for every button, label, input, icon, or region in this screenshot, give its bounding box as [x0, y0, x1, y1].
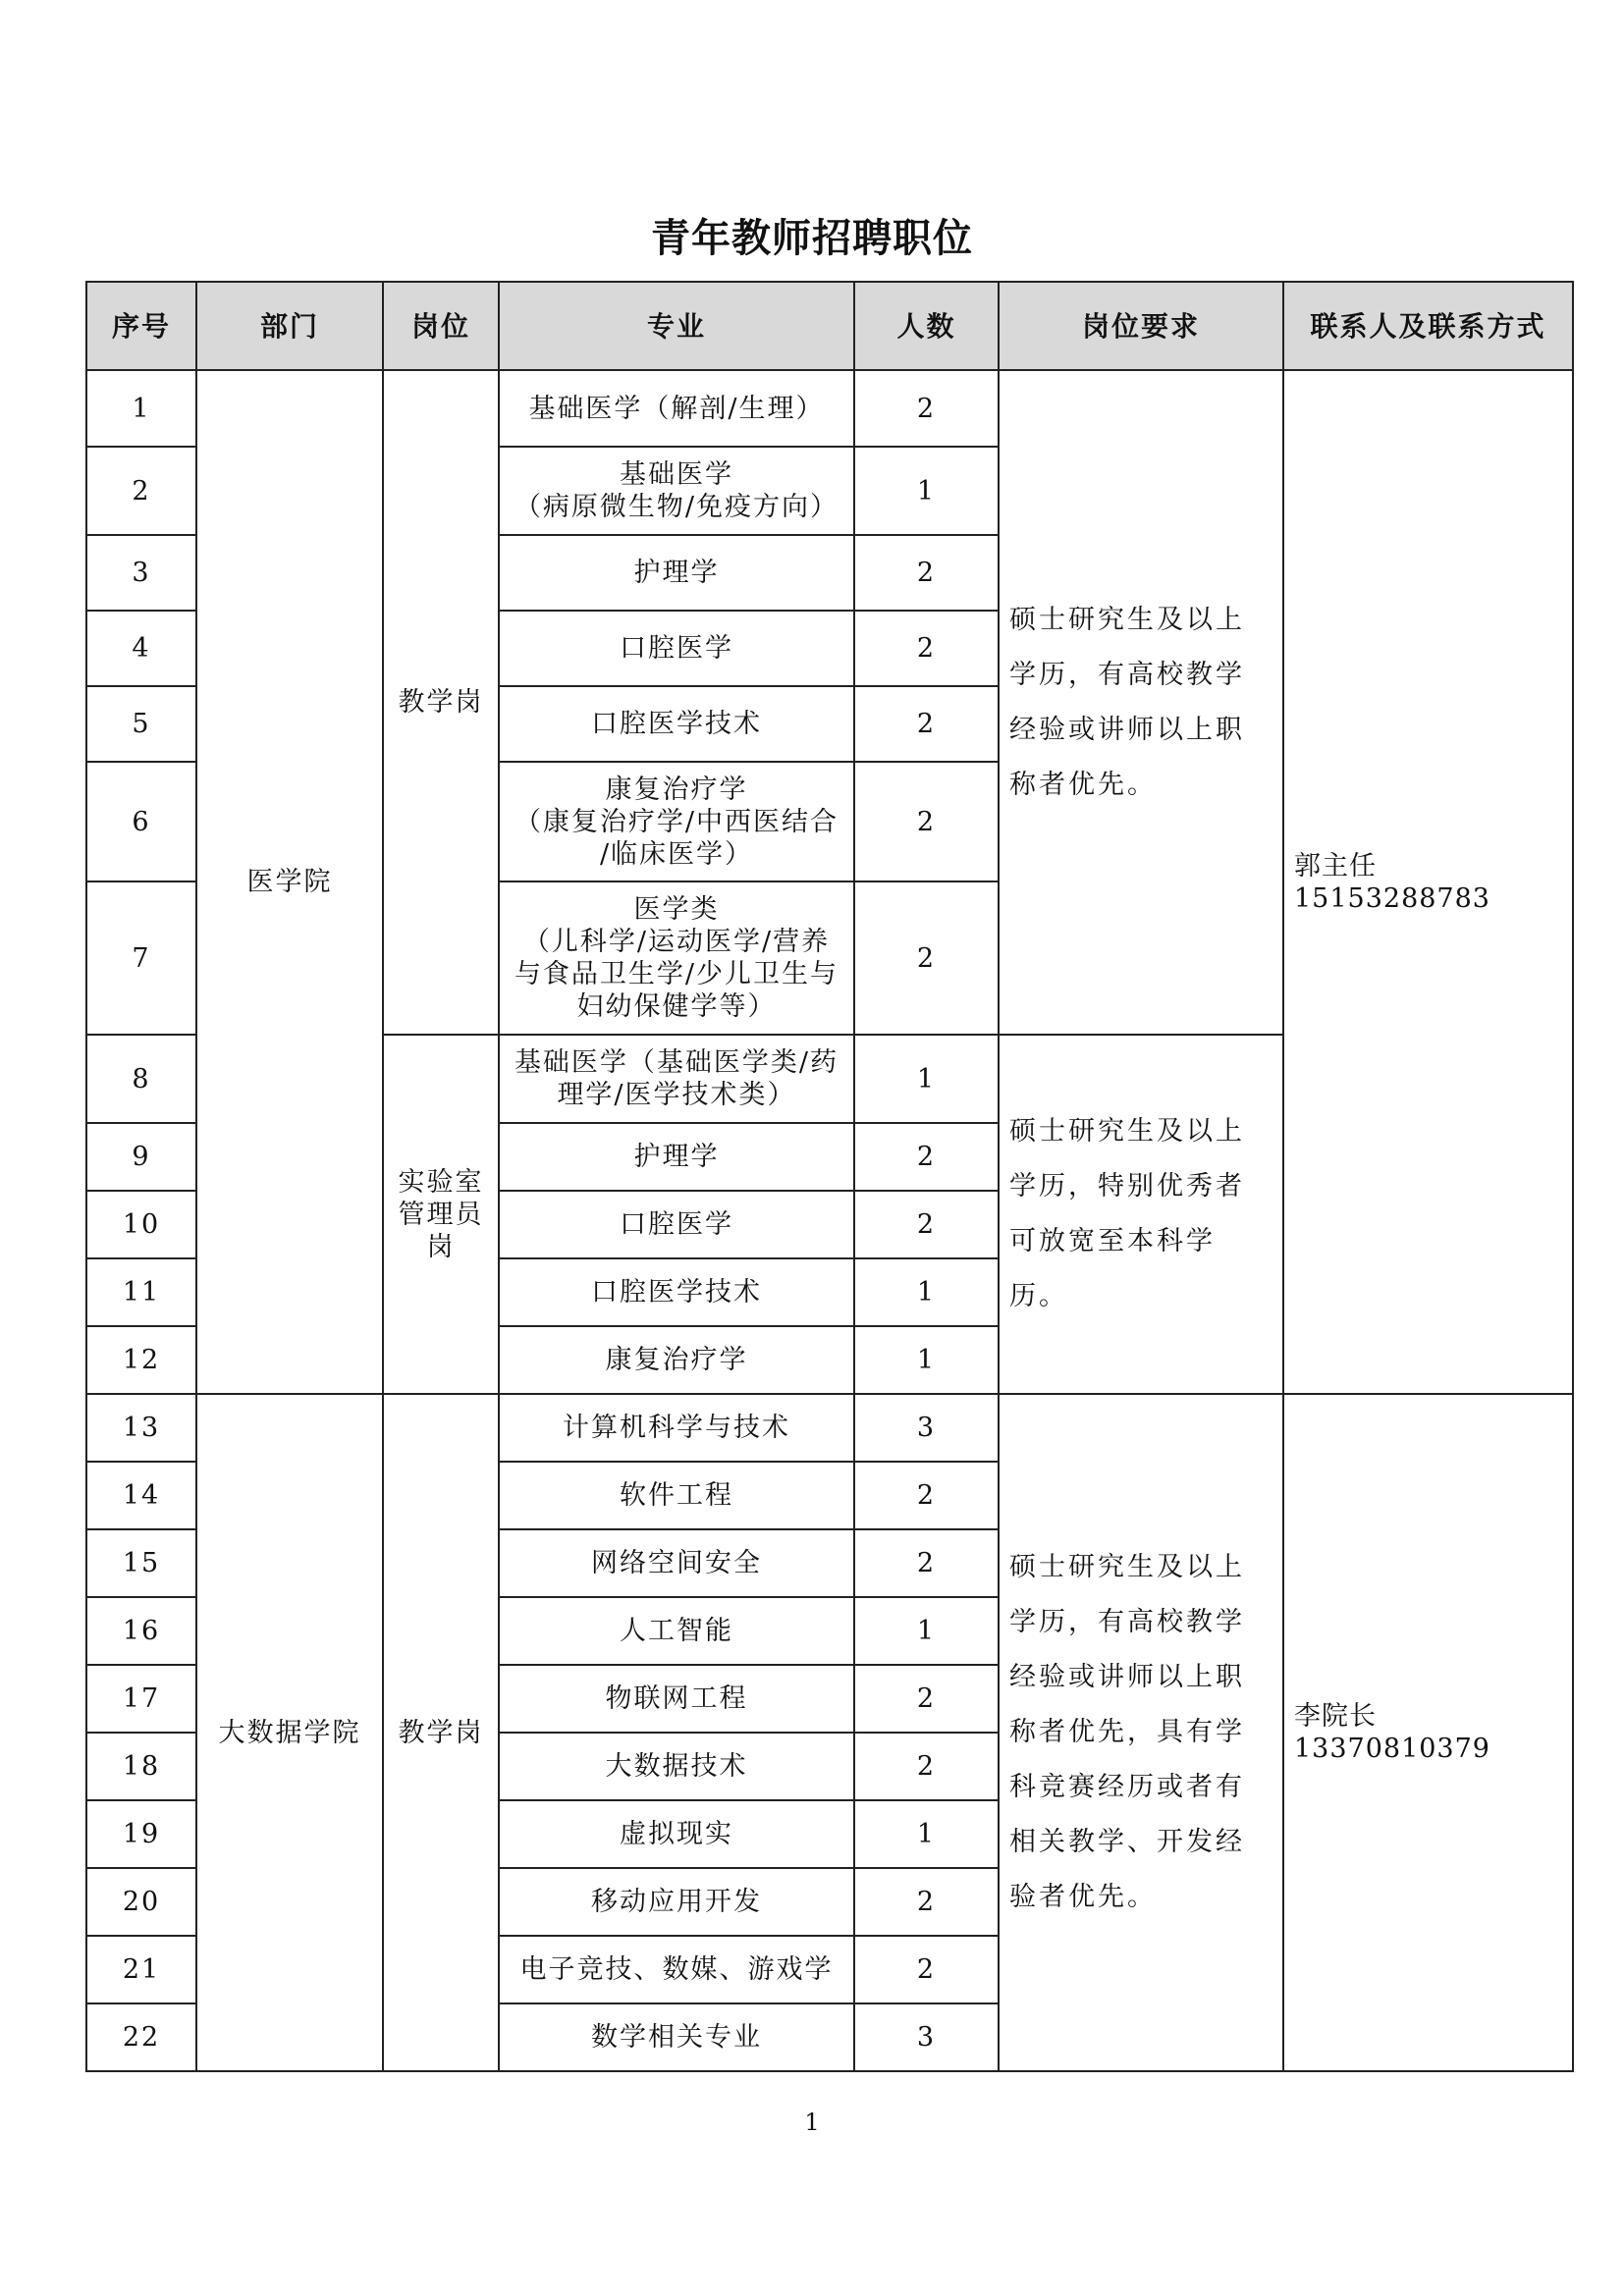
row-number: 10	[86, 1191, 196, 1258]
major-cell: 虚拟现实	[499, 1800, 854, 1868]
row-number: 2	[86, 447, 196, 535]
count-cell: 1	[854, 1597, 999, 1665]
major-cell: 康复治疗学	[499, 1326, 854, 1394]
count-cell: 2	[854, 881, 999, 1035]
page-title: 青年教师招聘职位	[651, 216, 973, 261]
page-number: 1	[804, 2109, 820, 2136]
major-cell: 基础医学 （病原微生物/免疫方向）	[499, 447, 854, 535]
major-cell: 软件工程	[499, 1462, 854, 1529]
major-cell: 数学相关专业	[499, 2003, 854, 2071]
job-table	[85, 281, 1574, 2072]
row-number: 8	[86, 1035, 196, 1123]
row-number: 14	[86, 1462, 196, 1529]
contact-cell: 李院长 13370810379	[1283, 1394, 1573, 2071]
post-cell: 实验室 管理员 岗	[383, 1035, 499, 1394]
row-number: 21	[86, 1936, 196, 2003]
table-row	[86, 370, 1573, 447]
row-number: 12	[86, 1326, 196, 1394]
major-cell: 电子竞技、数媒、游戏学	[499, 1936, 854, 2003]
requirement-cell: 硕士研究生及以上学历，有高校教学经验或讲师以上职称者优先。	[999, 370, 1283, 1035]
row-number: 20	[86, 1868, 196, 1936]
count-cell: 2	[854, 1529, 999, 1597]
count-cell: 2	[854, 1733, 999, 1800]
major-cell: 口腔医学	[499, 611, 854, 686]
row-number: 15	[86, 1529, 196, 1597]
row-number: 5	[86, 686, 196, 762]
table-header-row	[86, 282, 1573, 370]
major-cell: 计算机科学与技术	[499, 1394, 854, 1462]
department-cell: 大数据学院	[196, 1394, 383, 2071]
major-cell: 基础医学（基础医学类/药 理学/医学技术类）	[499, 1035, 854, 1123]
major-cell: 医学类 （儿科学/运动医学/营养 与食品卫生学/少儿卫生与 妇幼保健学等）	[499, 881, 854, 1035]
header-cell: 人数	[854, 282, 999, 370]
major-cell: 基础医学（解剖/生理）	[499, 370, 854, 447]
row-number: 11	[86, 1258, 196, 1326]
count-cell: 2	[854, 535, 999, 611]
row-number: 3	[86, 535, 196, 611]
department-cell: 医学院	[196, 370, 383, 1394]
count-cell: 3	[854, 2003, 999, 2071]
header-cell: 序号	[86, 282, 196, 370]
count-cell: 2	[854, 1665, 999, 1733]
major-cell: 人工智能	[499, 1597, 854, 1665]
requirement-cell: 硕士研究生及以上学历，有高校教学经验或讲师以上职称者优先，具有学科竞赛经历或者有相关教学、开发经验者优先。	[999, 1394, 1283, 2071]
major-cell: 护理学	[499, 1123, 854, 1191]
header-cell: 岗位要求	[999, 282, 1283, 370]
major-cell: 护理学	[499, 535, 854, 611]
count-cell: 1	[854, 1326, 999, 1394]
major-cell: 大数据技术	[499, 1733, 854, 1800]
row-number: 1	[86, 370, 196, 447]
contact-cell: 郭主任 15153288783	[1283, 370, 1573, 1394]
count-cell: 2	[854, 1191, 999, 1258]
post-cell: 教学岗	[383, 1394, 499, 2071]
count-cell: 2	[854, 1868, 999, 1936]
count-cell: 2	[854, 370, 999, 447]
major-cell: 网络空间安全	[499, 1529, 854, 1597]
count-cell: 2	[854, 1123, 999, 1191]
header-cell: 联系人及联系方式	[1283, 282, 1573, 370]
count-cell: 2	[854, 1936, 999, 2003]
count-cell: 2	[854, 686, 999, 762]
row-number: 9	[86, 1123, 196, 1191]
header-cell: 专业	[499, 282, 854, 370]
count-cell: 2	[854, 1462, 999, 1529]
header-cell: 部门	[196, 282, 383, 370]
row-number: 4	[86, 611, 196, 686]
table-row	[86, 1394, 1573, 1462]
row-number: 18	[86, 1733, 196, 1800]
row-number: 16	[86, 1597, 196, 1665]
count-cell: 1	[854, 447, 999, 535]
row-number: 17	[86, 1665, 196, 1733]
row-number: 6	[86, 762, 196, 881]
count-cell: 1	[854, 1258, 999, 1326]
header-cell: 岗位	[383, 282, 499, 370]
count-cell: 3	[854, 1394, 999, 1462]
count-cell: 1	[854, 1035, 999, 1123]
major-cell: 口腔医学技术	[499, 1258, 854, 1326]
count-cell: 1	[854, 1800, 999, 1868]
table-body	[86, 370, 1573, 2071]
major-cell: 移动应用开发	[499, 1868, 854, 1936]
row-number: 7	[86, 881, 196, 1035]
row-number: 22	[86, 2003, 196, 2071]
major-cell: 口腔医学	[499, 1191, 854, 1258]
major-cell: 康复治疗学 （康复治疗学/中西医结合 /临床医学）	[499, 762, 854, 881]
major-cell: 物联网工程	[499, 1665, 854, 1733]
row-number: 13	[86, 1394, 196, 1462]
row-number: 19	[86, 1800, 196, 1868]
count-cell: 2	[854, 762, 999, 881]
major-cell: 口腔医学技术	[499, 686, 854, 762]
requirement-cell: 硕士研究生及以上学历，特别优秀者可放宽至本科学历。	[999, 1035, 1283, 1394]
post-cell: 教学岗	[383, 370, 499, 1035]
count-cell: 2	[854, 611, 999, 686]
